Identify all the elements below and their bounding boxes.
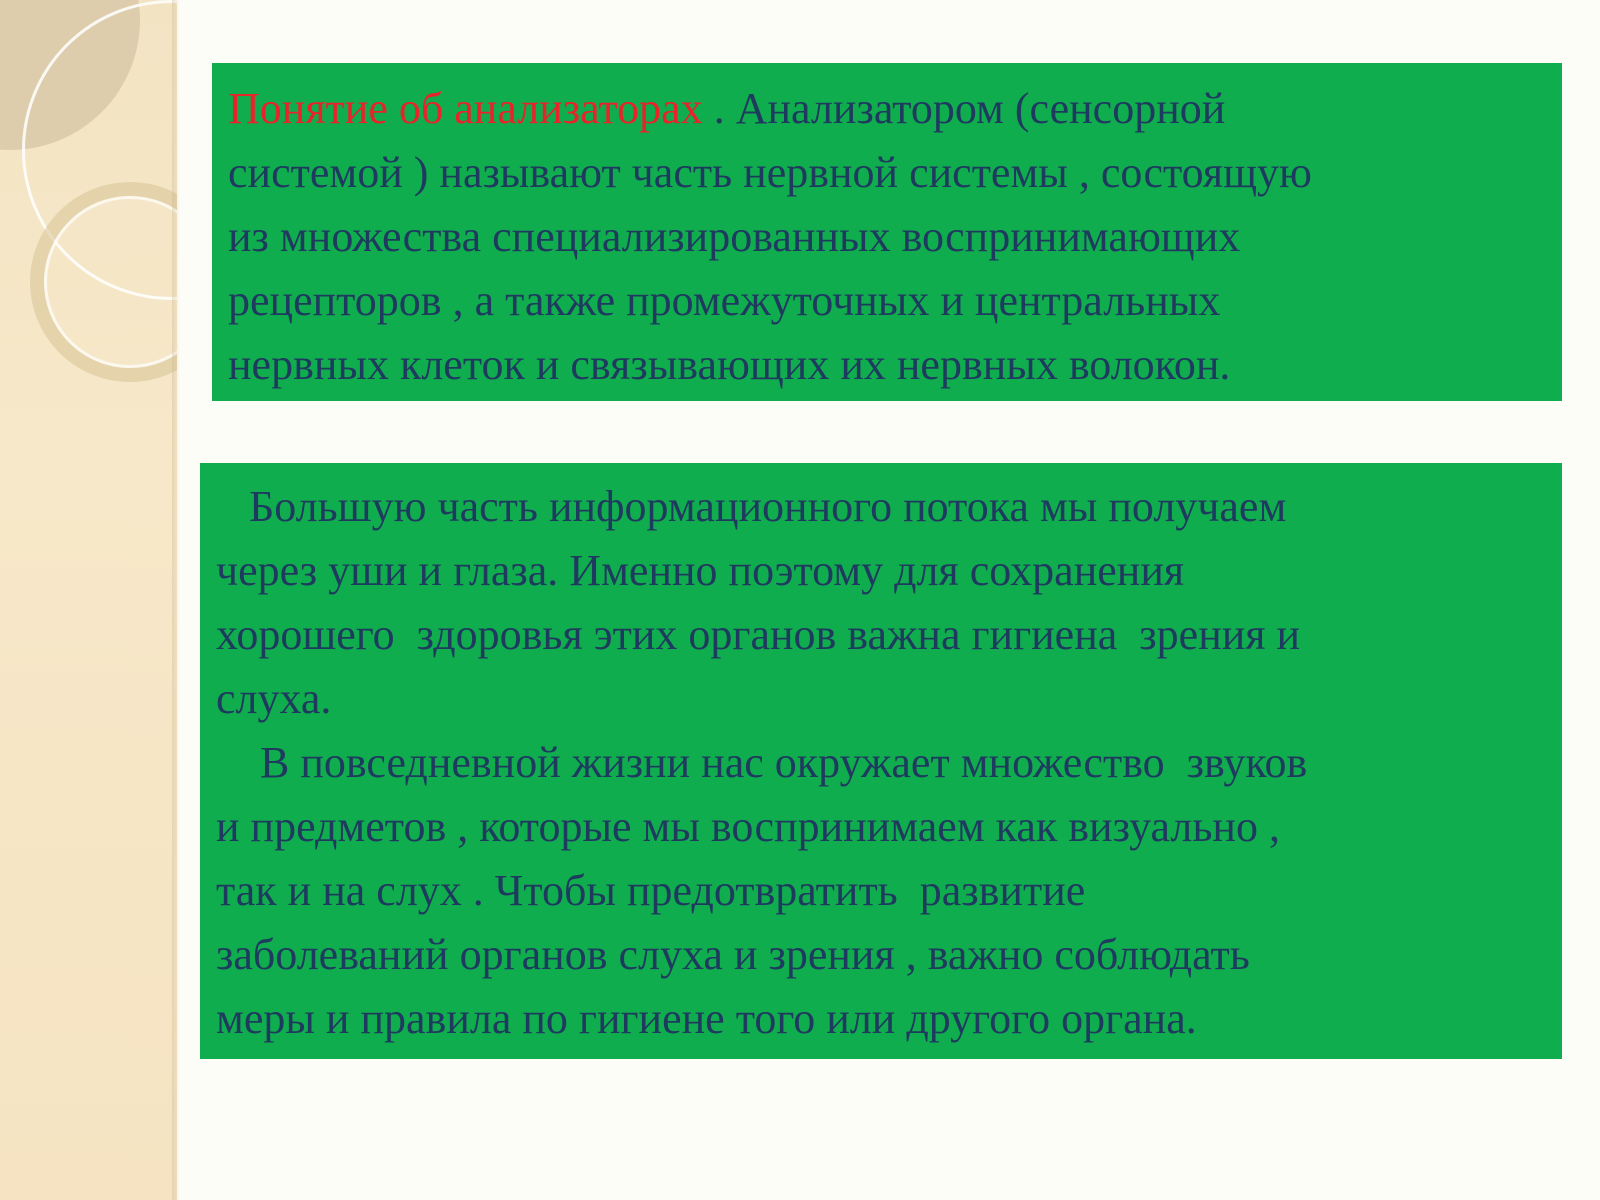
text-line: из множества специализированных воспринимающих bbox=[228, 212, 1241, 261]
text-line: заболеваний органов слуха и зрения , важно соблюдать bbox=[216, 930, 1250, 979]
decorative-left-band bbox=[0, 0, 177, 1200]
text-line: рецепторов , а также промежуточных и центральных bbox=[228, 276, 1221, 325]
hygiene-text-box bbox=[200, 463, 1562, 1059]
text-line: слуха. bbox=[216, 674, 332, 723]
definition-heading: Понятие об анализаторах bbox=[228, 84, 703, 133]
text-line: нервных клеток и связывающих их нервных волокон. bbox=[228, 340, 1231, 389]
text-line: системой ) называют часть нервной системы , состоящую bbox=[228, 148, 1312, 197]
text-line bbox=[228, 77, 1546, 141]
text-line: хорошего здоровья этих органов важна гигиена зрения и bbox=[216, 610, 1301, 659]
text-line: Большую часть информационного потока мы получаем bbox=[216, 482, 1287, 531]
band-edge-shadow bbox=[172, 0, 180, 1200]
text-line: и предметов , которые мы воспринимаем как визуально , bbox=[216, 802, 1280, 851]
text-line: В повседневной жизни нас окружает множество звуков bbox=[216, 738, 1308, 787]
text-line: через уши и глаза. Именно поэтому для сохранения bbox=[216, 546, 1185, 595]
text-line: меры и правила по гигиене того или другого органа. bbox=[216, 994, 1197, 1043]
definition-text-box bbox=[212, 63, 1562, 401]
definition-text: . Анализатором (сенсорной bbox=[702, 84, 1226, 133]
text-line: так и на слух . Чтобы предотвратить развитие bbox=[216, 866, 1086, 915]
